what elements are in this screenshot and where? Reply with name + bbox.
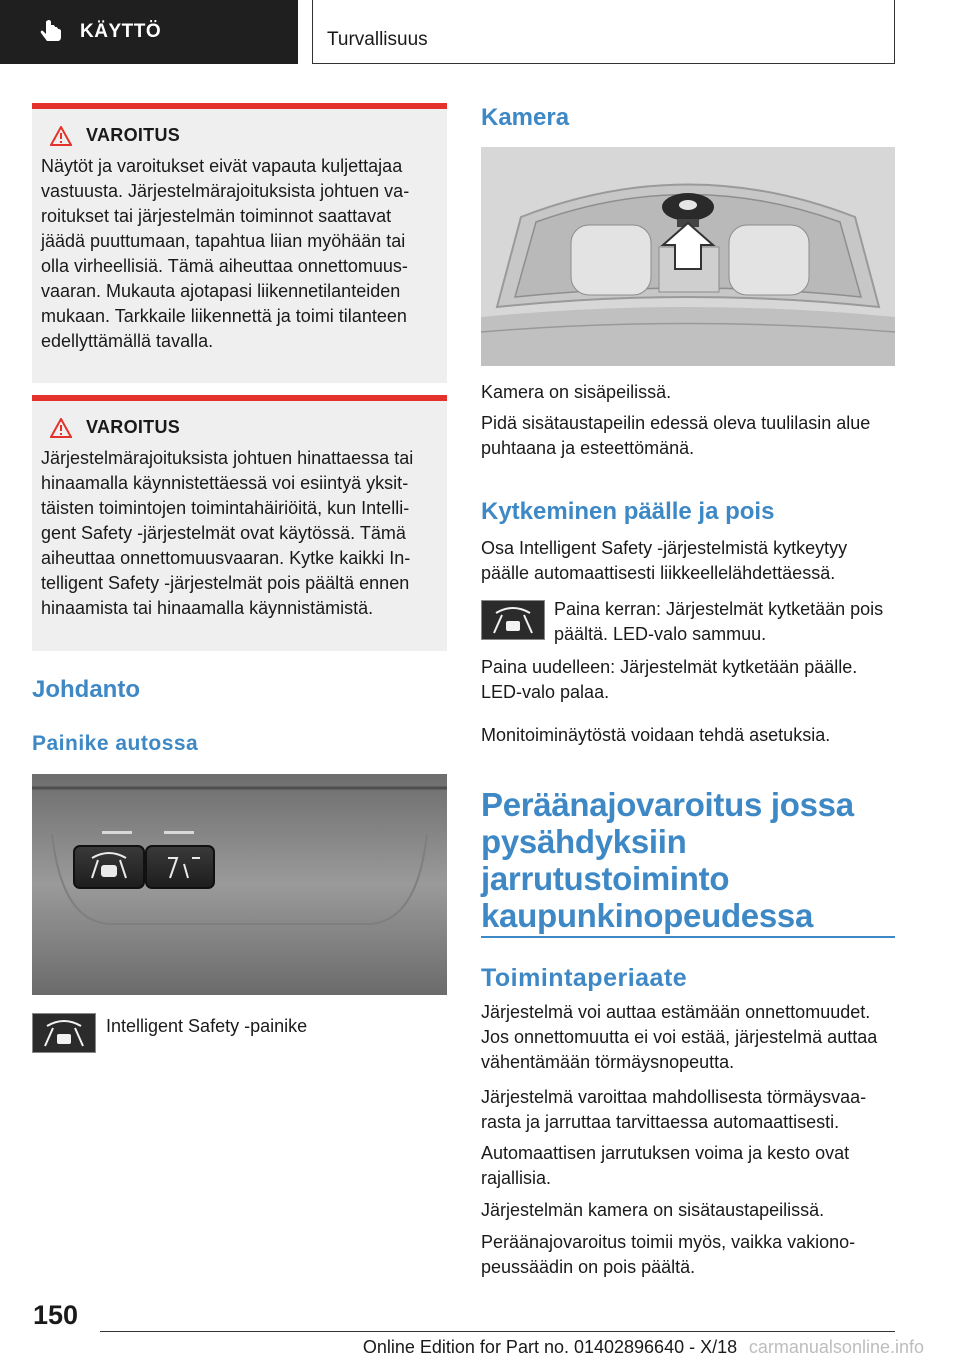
warning-box-1	[32, 103, 447, 383]
warning-title: VAROITUS	[86, 125, 181, 145]
subheading-button-in-car: Painike autossa	[32, 732, 199, 755]
switching-paragraph-2: Paina uudelleen: Järjestelmät kytketään päälle. LED-valo palaa.	[481, 657, 858, 702]
camera-paragraph-1: Kamera on sisäpeilissä.	[481, 382, 672, 402]
button-panel-image	[32, 774, 447, 995]
section-heading-camera: Kamera	[481, 104, 570, 131]
section-heading-switching: Kytkeminen päälle ja pois	[481, 498, 775, 525]
header-chapter	[312, 0, 895, 64]
warning-title: VAROITUS	[86, 417, 181, 437]
section-heading-intro: Johdanto	[32, 676, 140, 703]
principle-paragraph-1: Järjestelmä voi auttaa estämään onnettomuudet. Jos onnettomuutta ei voi estää, järjestelmä auttaa vähentämään törmäysnopeutta.	[481, 1002, 878, 1072]
warning-text: Näytöt ja varoitukset eivät vapauta kuljettajaa vastuusta. Järjestelmärajoituksista johtuen varoitukset tai järjestelmän toiminnot saattavat jäädä puuttumaan, tapahtua liian myöhään tai olla virheellisiä. Tämä aiheuttaa onnettomuusvaaran. Mukauta ajotapasi liikennetilanteiden mukaan. Tarkkaile liikennettä ja toimi tilanteen edellyttämällä tavalla.	[41, 156, 410, 351]
subheading-principle: Toimintaperiaate	[481, 964, 688, 992]
hand-pointer-icon	[38, 18, 66, 46]
warning-triangle-icon	[50, 418, 72, 438]
edition-text: Online Edition for Part no. 01402896640 - X/18	[362, 1337, 738, 1357]
principle-paragraph-5: Peräänajovaroitus toimii myös, vaikka vakionopeussäädin on pois päältä.	[481, 1232, 856, 1277]
button-caption: Intelligent Safety -painike	[106, 1016, 308, 1036]
intelligent-safety-button-icon	[481, 600, 545, 640]
intelligent-safety-button-icon	[32, 1013, 96, 1053]
switching-paragraph-1: Osa Intelligent Safety -järjestelmistä kytkeytyy päälle automaattisesti liikkeellelähdettäessä.	[481, 538, 848, 583]
principle-paragraph-2: Järjestelmä varoittaa mahdollisesta törmäysvaarasta ja jarruttaa tarvittaessa automaattisesti.	[481, 1087, 867, 1132]
header-section-tab	[0, 0, 298, 64]
footer-divider	[100, 1331, 895, 1332]
camera-location-image	[481, 147, 895, 366]
watermark: carmanualsonline.info	[748, 1337, 924, 1357]
switching-paragraph-3: Monitoiminäytöstä voidaan tehdä asetuksia.	[481, 725, 831, 745]
header-section-title: KÄYTTÖ	[80, 21, 162, 42]
page-number: 150	[33, 1300, 79, 1330]
camera-paragraph-2: Pidä sisätaustapeilin edessä oleva tuulilasin alue puhtaana ja esteettömänä.	[481, 413, 871, 458]
header-chapter-title: Turvallisuus	[327, 28, 428, 50]
warning-triangle-icon	[50, 126, 72, 146]
main-section-heading: Peräänajovaroitus jossa pysähdyksiin jarrutustoiminto kaupunkinopeudessa	[481, 786, 854, 934]
heading-divider	[481, 936, 895, 938]
principle-paragraph-4: Järjestelmän kamera on sisätaustapeilissä.	[481, 1200, 825, 1220]
switching-icon-text: Paina kerran: Järjestelmät kytketään pois päältä. LED-valo sammuu.	[554, 599, 884, 644]
warning-box-2	[32, 395, 447, 651]
warning-text: Järjestelmärajoituksista johtuen hinattaessa tai hinaamalla käynnistettäessä voi esiintyä yksittäisten toimintojen toimintahäiriöitä, kun Intelligent Safety -järjestelmät ovat käytössä. Tämä aiheuttaa onnettomuusvaaran. Kytke kaikki Intelligent Safety -järjestelmät pois päältä ennen hinaamista tai hinaamalla käynnistämistä.	[41, 448, 414, 618]
principle-paragraph-3: Automaattisen jarrutuksen voima ja kesto ovat rajallisia.	[481, 1143, 850, 1188]
